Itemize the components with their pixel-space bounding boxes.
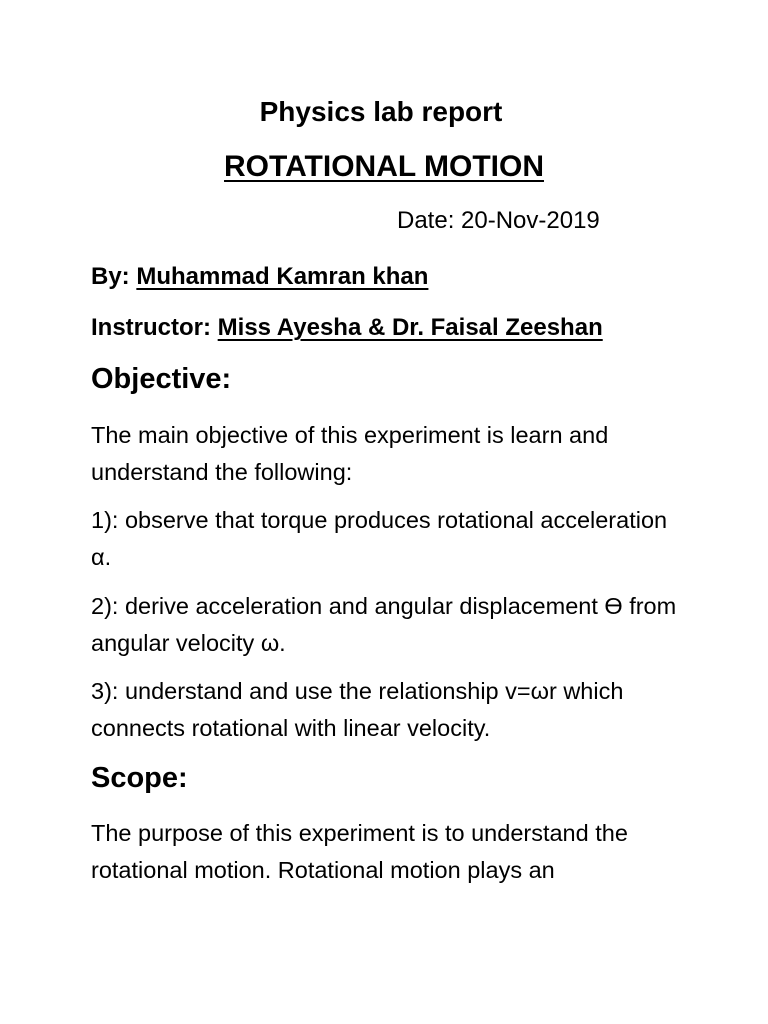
document-title: [0, 150, 768, 184]
objective-heading: Objective:: [91, 363, 232, 395]
author-name: Muhammad Kamran khan: [136, 263, 429, 290]
scope-heading: Scope:: [91, 762, 188, 794]
objective-point-3: 3): understand and use the relationship v=ωr which connects rotational with linear velocity.: [91, 678, 624, 741]
author-label: By:: [91, 263, 130, 290]
objective-point-1: 1): observe that torque produces rotational acceleration α.: [91, 507, 668, 570]
author-line: [91, 258, 428, 296]
objective-point-2: 2): derive acceleration and angular displacement ϴ from angular velocity ω.: [91, 593, 677, 656]
objective-intro: The main objective of this experiment is learn and understand the following:: [91, 422, 609, 485]
document-title-text: ROTATIONAL MOTION: [224, 150, 544, 183]
instructor-line: [91, 309, 603, 347]
document-subtitle: Physics lab report: [259, 96, 503, 127]
instructor-name: Miss Ayesha & Dr. Faisal Zeeshan: [217, 314, 603, 341]
scope-text: The purpose of this experiment is to understand the rotational motion. Rotational motion plays an: [91, 820, 628, 883]
report-date: Date: 20-Nov-2019: [397, 207, 600, 234]
instructor-label: Instructor:: [91, 314, 211, 341]
